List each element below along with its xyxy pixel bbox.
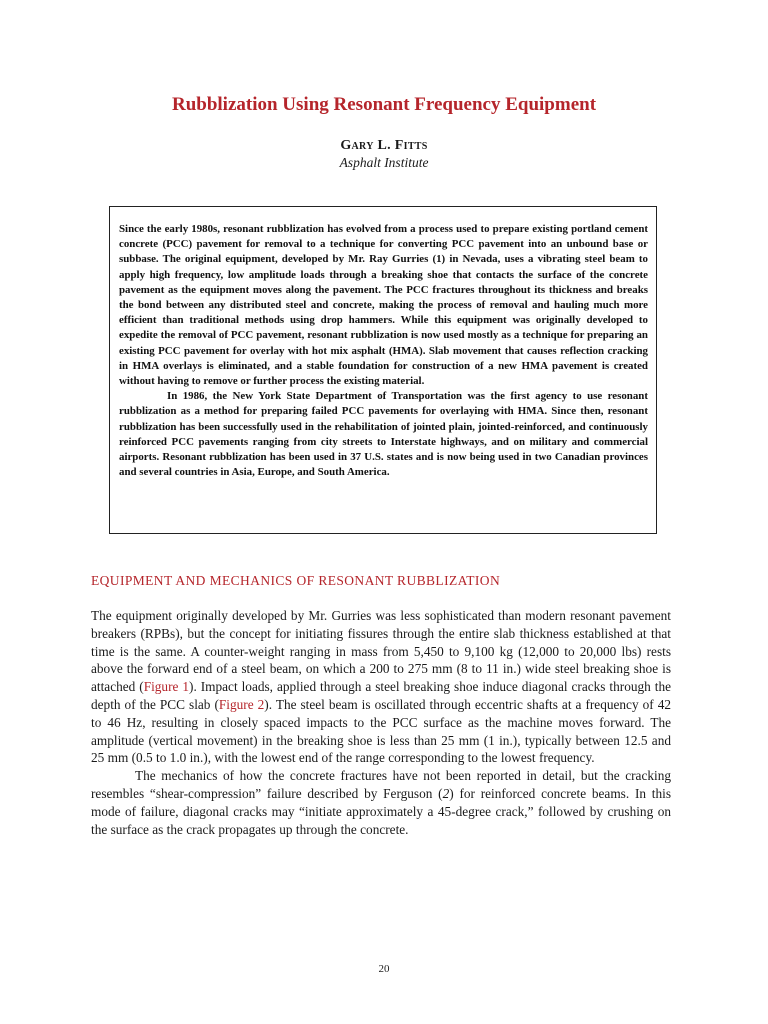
page-number: 20 — [378, 963, 390, 975]
body-paragraph-1-part-b: ). Impact loads, applied through a steel breaking shoe induce diagonal cracks through the depth of the PCC slab ( — [91, 679, 671, 712]
body-paragraph-2 — [91, 767, 671, 838]
body-paragraph-1 — [91, 607, 671, 767]
body-paragraph-2-part-b: ) for reinforced concrete beams. In this mode of failure, diagonal cracks may “initiate approximately a 45-degree crack,” followed by crushing on the surface as the crack propagates up through the concrete. — [91, 785, 671, 837]
body-text — [91, 607, 671, 838]
author-name: Gary L. Fitts — [340, 138, 428, 153]
abstract-paragraph-1: Since the early 1980s, resonant rubblization has evolved from a process used to prepare existing portland cement concrete (PCC) pavement for removal to a technique for converting PCC pavement into an unbound base or subbase. The original equipment, developed by Mr. Ray Gurries (1) in Nevada, uses a vibrating steel beam to apply high frequency, low amplitude loads through a breaking shoe that contacts the surface of the concrete pavement as the equipment moves along the pavement. The PCC fractures throughout its thickness and breaks the bond between any distributed steel and concrete, making the process of removal and hauling much more efficient than traditional methods using drop hammers. While this equipment was originally developed to expedite the removal of PCC pavement, resonant rubblization is now used mostly as a technique for preparing an existing PCC pavement for overlay with hot mix asphalt (HMA). Slab movement that causes reflection cracking in HMA overlays is eliminated, and a stable foundation for construction of a new HMA pavement is created without having to remove or further process the existing material. — [119, 223, 648, 388]
figure-2-link[interactable]: Figure 2 — [218, 696, 265, 712]
paper-title: Rubblization Using Resonant Frequency Equipment — [171, 94, 597, 115]
body-paragraph-1-part-c: ). The steel beam is oscillated through eccentric shafts at a frequency of 42 to 46 Hz, resulting in closely spaced impacts to the PCC surface as the machine moves forward. The amplitude (vertical movement) in the breaking shoe is less than 25 mm (1 in.), typically between 12.5 and 25 mm (0.5 to 1.0 in.), with the lowest end of the range corresponding to the lowest frequency. — [91, 696, 671, 766]
body-paragraph-1-part-a: The equipment originally developed by Mr. Gurries was less sophisticated than modern resonant pavement breakers (RPBs), but the concept for initiating fissures through the entire slab thickness established at that time is the same. A counter-weight ranging in mass from 5,450 to 9,100 kg (12,000 to 20,000 lbs) rests above the forward end of a steel beam, on which a 200 to 275 mm (8 to 11 in.) wide steel breaking shoe is attached ( — [91, 608, 671, 695]
author-affiliation: Asphalt Institute — [339, 155, 429, 170]
abstract-paragraph-2: In 1986, the New York State Department of Transportation was the first agency to use resonant rubblization as a method for preparing failed PCC pavements for overlaying with HMA. Since then, resonant rubblization has been successfully used in the rehabilitation of jointed plain, jointed-reinforced, and continuously reinforced PCC pavements ranging from city streets to Interstate highways, and on military and commercial airports. Resonant rubblization has been used in 37 U.S. states and is now being used in two Canadian provinces and several countries in Asia, Europe, and South America. — [119, 390, 648, 479]
body-paragraph-2-part-a: The mechanics of how the concrete fractures have not been reported in detail, but the cracking resembles “shear-compression” failure described by Ferguson ( — [91, 768, 671, 801]
reference-2: 2 — [442, 785, 450, 801]
abstract-box — [109, 206, 657, 534]
figure-1-link[interactable]: Figure 1 — [143, 679, 190, 695]
section-heading: EQUIPMENT AND MECHANICS OF RESONANT RUBBLIZATION — [91, 573, 501, 588]
